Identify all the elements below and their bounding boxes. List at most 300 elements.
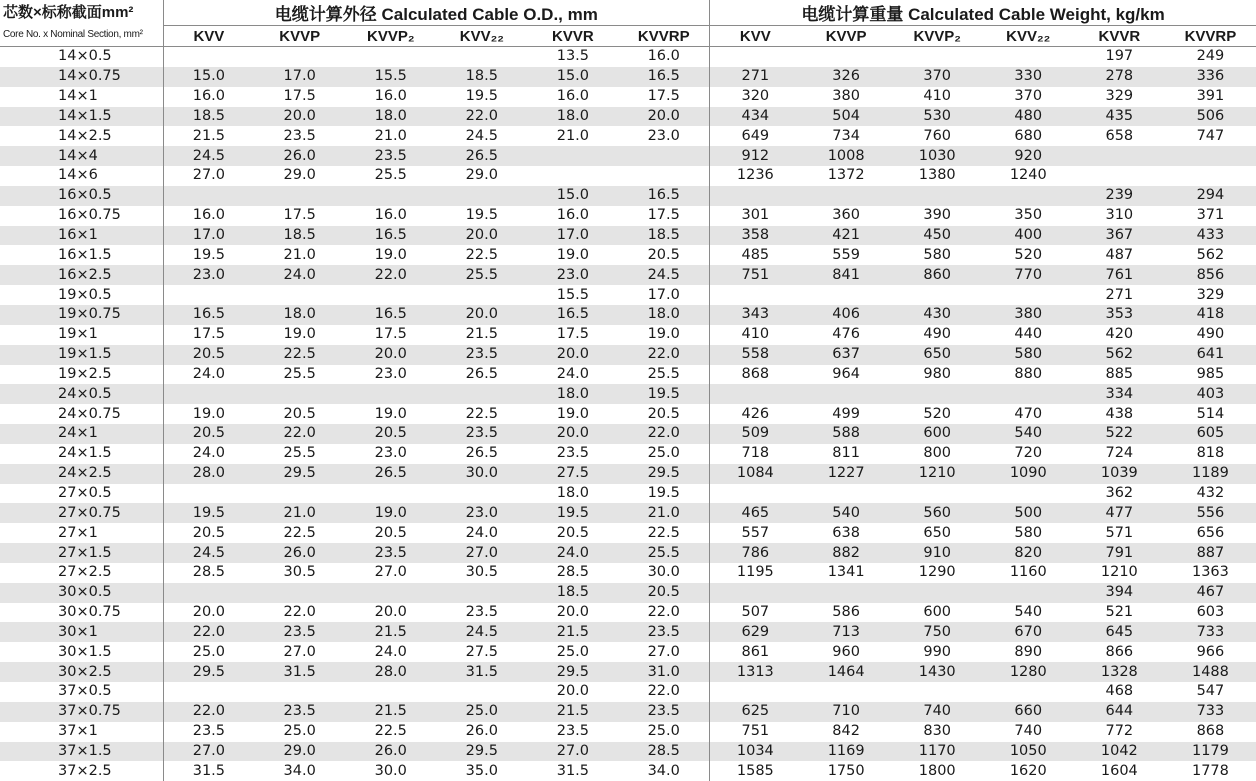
table-row — [0, 206, 1256, 226]
weight-value-cell: 406 — [801, 305, 892, 325]
core-section-cell: 14×1.5 — [0, 107, 163, 127]
od-value-cell: 16.5 — [345, 226, 436, 246]
weight-value-cell: 791 — [1074, 543, 1165, 563]
weight-value-cell — [892, 186, 983, 206]
core-section-cell: 14×0.75 — [0, 67, 163, 87]
od-value-cell: 19.5 — [436, 206, 527, 226]
weight-value-cell: 740 — [983, 722, 1074, 742]
od-value-cell: 23.5 — [618, 702, 709, 722]
weight-value-cell: 649 — [710, 126, 801, 146]
weight-value-cell: 520 — [892, 404, 983, 424]
od-value-cell: 28.0 — [163, 464, 254, 484]
core-section-cell: 16×2.5 — [0, 265, 163, 285]
od-value-cell: 27.0 — [254, 642, 345, 662]
weight-value-cell: 294 — [1165, 186, 1256, 206]
weight-value-cell: 560 — [892, 503, 983, 523]
od-value-cell — [254, 186, 345, 206]
weight-value-cell: 680 — [983, 126, 1074, 146]
core-section-cell: 19×1.5 — [0, 345, 163, 365]
weight-value-cell: 410 — [892, 87, 983, 107]
od-value-cell — [254, 285, 345, 305]
od-value-cell: 22.0 — [436, 107, 527, 127]
core-section-cell: 16×0.5 — [0, 186, 163, 206]
table-row — [0, 662, 1256, 682]
od-value-cell: 25.5 — [618, 543, 709, 563]
table-row — [0, 245, 1256, 265]
weight-value-cell: 660 — [983, 702, 1074, 722]
od-value-cell: 22.0 — [618, 424, 709, 444]
od-value-cell: 26.5 — [436, 444, 527, 464]
weight-value-cell: 476 — [801, 325, 892, 345]
od-value-cell — [436, 186, 527, 206]
od-value-cell: 20.0 — [527, 345, 618, 365]
od-value-cell: 24.0 — [163, 444, 254, 464]
weight-value-cell: 490 — [892, 325, 983, 345]
weight-value-cell: 403 — [1165, 384, 1256, 404]
od-value-cell — [345, 682, 436, 702]
weight-value-cell: 985 — [1165, 365, 1256, 385]
table-row — [0, 107, 1256, 127]
weight-col-kvvrp: KVVRP — [1165, 26, 1256, 47]
weight-value-cell: 310 — [1074, 206, 1165, 226]
od-value-cell: 17.0 — [163, 226, 254, 246]
od-value-cell: 30.5 — [254, 563, 345, 583]
weight-value-cell: 600 — [892, 424, 983, 444]
od-value-cell: 24.0 — [345, 642, 436, 662]
weight-value-cell: 1240 — [983, 166, 1074, 186]
weight-value-cell: 733 — [1165, 702, 1256, 722]
weight-value-cell: 329 — [1074, 87, 1165, 107]
od-value-cell: 22.5 — [618, 523, 709, 543]
core-section-cell: 37×0.75 — [0, 702, 163, 722]
weight-value-cell: 506 — [1165, 107, 1256, 127]
core-section-cell: 37×0.5 — [0, 682, 163, 702]
od-value-cell: 17.0 — [618, 285, 709, 305]
od-value-cell: 35.0 — [436, 761, 527, 781]
od-value-cell — [345, 47, 436, 67]
od-value-cell: 24.0 — [254, 265, 345, 285]
od-value-cell — [436, 583, 527, 603]
od-value-cell: 23.5 — [527, 444, 618, 464]
od-value-cell: 17.5 — [254, 87, 345, 107]
od-value-cell: 22.5 — [254, 523, 345, 543]
core-section-cell: 27×1 — [0, 523, 163, 543]
weight-value-cell: 390 — [892, 206, 983, 226]
od-value-cell: 24.5 — [436, 622, 527, 642]
weight-value-cell: 467 — [1165, 583, 1256, 603]
od-value-cell — [436, 484, 527, 504]
od-value-cell — [436, 384, 527, 404]
core-section-cell: 19×0.5 — [0, 285, 163, 305]
weight-value-cell: 1227 — [801, 464, 892, 484]
weight-value-cell: 1090 — [983, 464, 1074, 484]
core-section-cell: 19×0.75 — [0, 305, 163, 325]
weight-value-cell — [983, 186, 1074, 206]
od-value-cell: 16.0 — [163, 206, 254, 226]
od-value-cell — [254, 47, 345, 67]
weight-value-cell: 586 — [801, 603, 892, 623]
od-value-cell: 16.0 — [345, 206, 436, 226]
weight-col-kvv22: KVV₂₂ — [983, 26, 1074, 47]
od-value-cell: 23.5 — [436, 424, 527, 444]
weight-value-cell: 920 — [983, 146, 1074, 166]
weight-value-cell: 1030 — [892, 146, 983, 166]
weight-value-cell: 358 — [710, 226, 801, 246]
od-col-kvvp: KVVP — [254, 26, 345, 47]
od-value-cell: 22.5 — [254, 345, 345, 365]
weight-value-cell: 504 — [801, 107, 892, 127]
weight-value-cell: 1195 — [710, 563, 801, 583]
weight-value-cell — [892, 682, 983, 702]
weight-value-cell: 571 — [1074, 523, 1165, 543]
od-value-cell: 20.0 — [345, 603, 436, 623]
weight-value-cell: 1363 — [1165, 563, 1256, 583]
weight-value-cell: 880 — [983, 365, 1074, 385]
weight-value-cell: 718 — [710, 444, 801, 464]
core-section-cell: 16×0.75 — [0, 206, 163, 226]
weight-value-cell: 421 — [801, 226, 892, 246]
weight-value-cell: 885 — [1074, 365, 1165, 385]
weight-value-cell: 1160 — [983, 563, 1074, 583]
od-value-cell: 19.0 — [527, 245, 618, 265]
corner-header — [0, 0, 163, 47]
weight-col-kvvp: KVVP — [801, 26, 892, 47]
od-value-cell: 20.0 — [527, 424, 618, 444]
od-value-cell — [163, 285, 254, 305]
weight-value-cell: 1585 — [710, 761, 801, 781]
weight-value-cell: 1341 — [801, 563, 892, 583]
od-value-cell: 20.0 — [527, 682, 618, 702]
weight-value-cell: 380 — [801, 87, 892, 107]
od-value-cell: 16.0 — [618, 47, 709, 67]
weight-value-cell: 556 — [1165, 503, 1256, 523]
table-row — [0, 722, 1256, 742]
weight-value-cell: 740 — [892, 702, 983, 722]
weight-value-cell: 380 — [983, 305, 1074, 325]
table-row — [0, 702, 1256, 722]
od-value-cell: 26.0 — [345, 742, 436, 762]
od-value-cell: 17.5 — [163, 325, 254, 345]
weight-value-cell: 433 — [1165, 226, 1256, 246]
od-value-cell: 19.0 — [527, 404, 618, 424]
weight-value-cell: 868 — [710, 365, 801, 385]
weight-value-cell — [983, 583, 1074, 603]
od-value-cell: 20.5 — [163, 345, 254, 365]
od-value-cell: 20.5 — [163, 523, 254, 543]
od-value-cell: 26.0 — [254, 543, 345, 563]
weight-value-cell: 830 — [892, 722, 983, 742]
od-value-cell — [618, 146, 709, 166]
table-row — [0, 186, 1256, 206]
weight-value-cell: 605 — [1165, 424, 1256, 444]
weight-value-cell: 480 — [983, 107, 1074, 127]
od-value-cell: 19.5 — [436, 87, 527, 107]
od-col-kvvr: KVVR — [527, 26, 618, 47]
weight-value-cell: 562 — [1165, 245, 1256, 265]
weight-value-cell: 1084 — [710, 464, 801, 484]
od-value-cell: 15.0 — [163, 67, 254, 87]
od-value-cell: 17.5 — [254, 206, 345, 226]
od-value-cell: 20.0 — [163, 603, 254, 623]
weight-value-cell: 559 — [801, 245, 892, 265]
od-value-cell: 21.0 — [254, 245, 345, 265]
od-value-cell: 31.5 — [436, 662, 527, 682]
weight-value-cell: 580 — [983, 523, 1074, 543]
weight-value-cell: 1189 — [1165, 464, 1256, 484]
od-value-cell: 20.5 — [163, 424, 254, 444]
weight-value-cell: 278 — [1074, 67, 1165, 87]
od-value-cell: 22.5 — [436, 245, 527, 265]
weight-value-cell — [983, 484, 1074, 504]
core-section-cell: 19×2.5 — [0, 365, 163, 385]
od-value-cell: 18.5 — [436, 67, 527, 87]
weight-value-cell — [801, 47, 892, 67]
weight-value-cell: 557 — [710, 523, 801, 543]
od-value-cell: 29.5 — [618, 464, 709, 484]
od-value-cell — [436, 47, 527, 67]
od-value-cell: 34.0 — [618, 761, 709, 781]
weight-value-cell: 720 — [983, 444, 1074, 464]
od-value-cell — [163, 484, 254, 504]
weight-value-cell: 641 — [1165, 345, 1256, 365]
weight-value-cell: 521 — [1074, 603, 1165, 623]
od-value-cell: 21.5 — [345, 622, 436, 642]
weight-value-cell: 818 — [1165, 444, 1256, 464]
weight-value-cell: 868 — [1165, 722, 1256, 742]
weight-value-cell: 371 — [1165, 206, 1256, 226]
od-value-cell: 29.5 — [527, 662, 618, 682]
weight-value-cell — [801, 583, 892, 603]
weight-value-cell: 910 — [892, 543, 983, 563]
od-value-cell: 29.5 — [254, 464, 345, 484]
od-value-cell: 16.5 — [527, 305, 618, 325]
weight-value-cell: 391 — [1165, 87, 1256, 107]
core-section-cell: 24×2.5 — [0, 464, 163, 484]
table-row — [0, 325, 1256, 345]
od-value-cell: 17.0 — [254, 67, 345, 87]
od-value-cell: 28.5 — [618, 742, 709, 762]
od-value-cell: 23.5 — [254, 126, 345, 146]
weight-value-cell: 1210 — [892, 464, 983, 484]
od-value-cell: 28.0 — [345, 662, 436, 682]
table-row — [0, 563, 1256, 583]
od-value-cell: 24.0 — [163, 365, 254, 385]
weight-value-cell — [710, 682, 801, 702]
od-value-cell — [345, 186, 436, 206]
weight-value-cell: 800 — [892, 444, 983, 464]
weight-value-cell: 1290 — [892, 563, 983, 583]
od-value-cell: 30.0 — [345, 761, 436, 781]
weight-value-cell: 882 — [801, 543, 892, 563]
table-row — [0, 622, 1256, 642]
weight-value-cell: 1042 — [1074, 742, 1165, 762]
core-section-cell: 37×1.5 — [0, 742, 163, 762]
weight-value-cell — [892, 583, 983, 603]
table-row — [0, 87, 1256, 107]
od-value-cell: 15.5 — [527, 285, 618, 305]
od-value-cell: 30.0 — [436, 464, 527, 484]
weight-value-cell — [983, 384, 1074, 404]
od-col-kvv22: KVV₂₂ — [436, 26, 527, 47]
od-value-cell: 27.5 — [436, 642, 527, 662]
od-value-cell — [163, 583, 254, 603]
od-value-cell — [618, 166, 709, 186]
od-value-cell: 22.0 — [163, 622, 254, 642]
weight-value-cell: 980 — [892, 365, 983, 385]
weight-value-cell: 644 — [1074, 702, 1165, 722]
od-value-cell — [163, 47, 254, 67]
weight-value-cell: 394 — [1074, 583, 1165, 603]
weight-value-cell: 1280 — [983, 662, 1074, 682]
od-value-cell: 25.0 — [254, 722, 345, 742]
od-value-cell: 22.5 — [345, 722, 436, 742]
weight-value-cell: 530 — [892, 107, 983, 127]
od-value-cell: 17.5 — [527, 325, 618, 345]
weight-value-cell: 1210 — [1074, 563, 1165, 583]
weight-value-cell — [710, 384, 801, 404]
od-value-cell — [345, 583, 436, 603]
weight-value-cell: 520 — [983, 245, 1074, 265]
od-value-cell: 23.5 — [436, 345, 527, 365]
table-row — [0, 444, 1256, 464]
weight-value-cell: 990 — [892, 642, 983, 662]
weight-value-cell: 650 — [892, 345, 983, 365]
od-value-cell: 26.5 — [345, 464, 436, 484]
weight-value-cell: 509 — [710, 424, 801, 444]
core-section-cell: 16×1.5 — [0, 245, 163, 265]
od-value-cell: 21.0 — [527, 126, 618, 146]
od-value-cell: 18.0 — [527, 384, 618, 404]
core-section-cell: 30×1 — [0, 622, 163, 642]
od-value-cell — [527, 166, 618, 186]
weight-value-cell: 1170 — [892, 742, 983, 762]
od-value-cell: 19.0 — [345, 245, 436, 265]
weight-value-cell: 465 — [710, 503, 801, 523]
od-value-cell: 20.5 — [254, 404, 345, 424]
weight-value-cell: 360 — [801, 206, 892, 226]
table-row — [0, 384, 1256, 404]
od-value-cell: 19.0 — [254, 325, 345, 345]
weight-col-kvv: KVV — [710, 26, 801, 47]
weight-value-cell: 485 — [710, 245, 801, 265]
weight-value-cell — [892, 47, 983, 67]
od-col-kvvrp: KVVRP — [618, 26, 709, 47]
od-value-cell: 22.0 — [618, 682, 709, 702]
table-row — [0, 464, 1256, 484]
od-value-cell: 25.0 — [618, 722, 709, 742]
od-value-cell: 24.5 — [436, 126, 527, 146]
table-row — [0, 126, 1256, 146]
weight-value-cell: 760 — [892, 126, 983, 146]
od-value-cell: 24.5 — [163, 146, 254, 166]
weight-value-cell: 1604 — [1074, 761, 1165, 781]
weight-value-cell: 1179 — [1165, 742, 1256, 762]
od-value-cell: 25.5 — [254, 365, 345, 385]
weight-value-cell: 820 — [983, 543, 1074, 563]
od-value-cell: 22.5 — [436, 404, 527, 424]
od-value-cell: 27.0 — [436, 543, 527, 563]
weight-value-cell: 960 — [801, 642, 892, 662]
core-section-cell: 24×0.75 — [0, 404, 163, 424]
weight-value-cell: 547 — [1165, 682, 1256, 702]
weight-value-cell: 440 — [983, 325, 1074, 345]
corner-header-en: Core No. x Nominal Section, mm² — [3, 25, 163, 45]
core-section-cell: 37×2.5 — [0, 761, 163, 781]
od-value-cell — [254, 484, 345, 504]
weight-value-cell: 770 — [983, 265, 1074, 285]
weight-value-cell: 724 — [1074, 444, 1165, 464]
od-value-cell: 26.0 — [254, 146, 345, 166]
od-value-cell: 24.0 — [527, 543, 618, 563]
weight-value-cell: 1750 — [801, 761, 892, 781]
weight-value-cell: 751 — [710, 722, 801, 742]
table-row — [0, 543, 1256, 563]
core-section-cell: 27×1.5 — [0, 543, 163, 563]
od-value-cell: 16.5 — [163, 305, 254, 325]
od-value-cell: 20.5 — [618, 245, 709, 265]
od-value-cell: 30.0 — [618, 563, 709, 583]
weight-value-cell: 329 — [1165, 285, 1256, 305]
weight-value-cell: 271 — [710, 67, 801, 87]
od-value-cell: 24.0 — [436, 523, 527, 543]
od-value-cell: 27.0 — [345, 563, 436, 583]
weight-value-cell: 430 — [892, 305, 983, 325]
od-value-cell: 31.0 — [618, 662, 709, 682]
weight-value-cell: 370 — [983, 87, 1074, 107]
od-value-cell: 23.5 — [345, 543, 436, 563]
od-value-cell: 28.5 — [527, 563, 618, 583]
weight-value-cell: 625 — [710, 702, 801, 722]
table-row — [0, 503, 1256, 523]
weight-value-cell: 866 — [1074, 642, 1165, 662]
od-value-cell: 20.5 — [618, 404, 709, 424]
table-row — [0, 761, 1256, 781]
weight-value-cell: 500 — [983, 503, 1074, 523]
weight-value-cell — [801, 384, 892, 404]
weight-value-cell — [710, 47, 801, 67]
od-value-cell: 19.0 — [345, 503, 436, 523]
weight-value-cell: 1008 — [801, 146, 892, 166]
od-value-cell: 18.5 — [163, 107, 254, 127]
od-value-cell: 16.0 — [527, 206, 618, 226]
weight-value-cell: 1169 — [801, 742, 892, 762]
weight-value-cell: 1328 — [1074, 662, 1165, 682]
core-section-cell: 30×2.5 — [0, 662, 163, 682]
od-value-cell: 20.0 — [345, 345, 436, 365]
od-value-cell: 20.0 — [436, 226, 527, 246]
weight-value-cell: 650 — [892, 523, 983, 543]
weight-value-cell — [1074, 146, 1165, 166]
od-value-cell — [345, 484, 436, 504]
weight-value-cell: 343 — [710, 305, 801, 325]
weight-value-cell: 912 — [710, 146, 801, 166]
weight-value-cell: 786 — [710, 543, 801, 563]
od-value-cell: 16.5 — [345, 305, 436, 325]
weight-value-cell: 860 — [892, 265, 983, 285]
od-value-cell — [254, 682, 345, 702]
weight-value-cell: 330 — [983, 67, 1074, 87]
weight-value-cell: 336 — [1165, 67, 1256, 87]
od-value-cell — [436, 285, 527, 305]
weight-value-cell: 887 — [1165, 543, 1256, 563]
weight-value-cell: 468 — [1074, 682, 1165, 702]
weight-value-cell — [801, 186, 892, 206]
od-value-cell: 22.0 — [618, 603, 709, 623]
od-value-cell: 17.5 — [618, 206, 709, 226]
weight-value-cell: 811 — [801, 444, 892, 464]
weight-value-cell — [710, 285, 801, 305]
weight-value-cell: 1464 — [801, 662, 892, 682]
